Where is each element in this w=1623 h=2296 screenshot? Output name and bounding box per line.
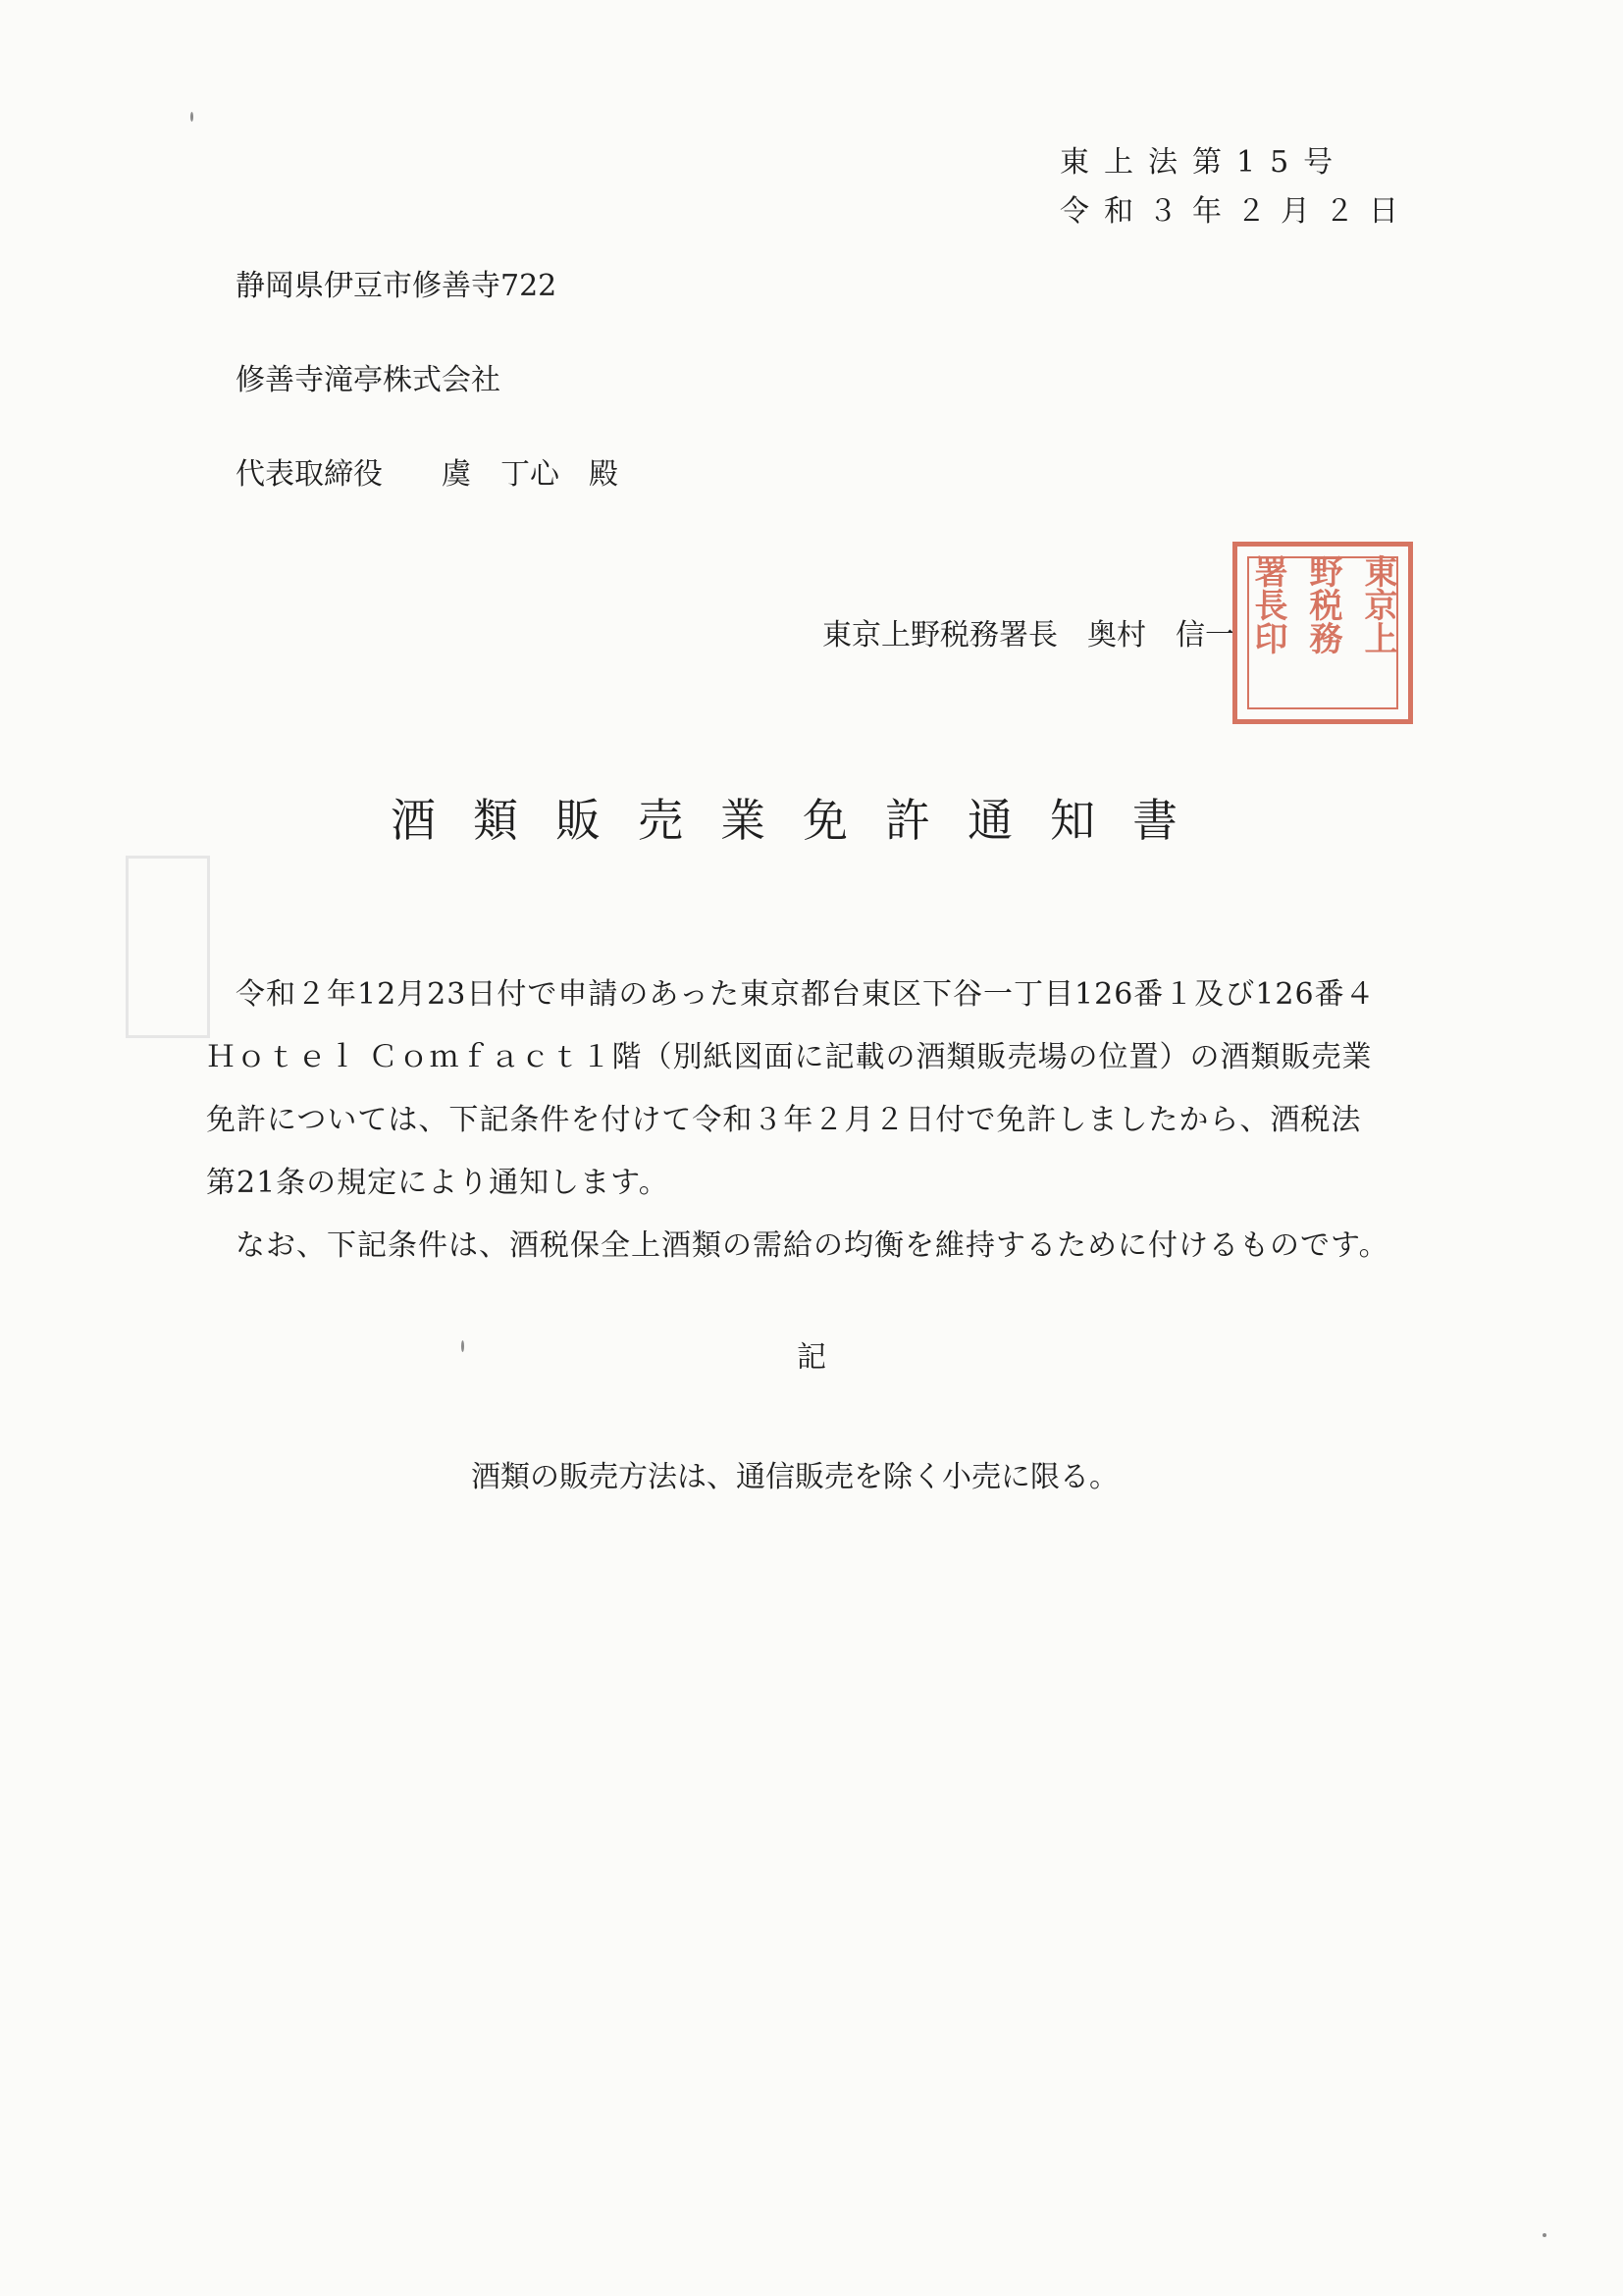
recipient-representative: 代表取締役 虞 丁心 殿: [236, 457, 618, 492]
official-seal: [1232, 542, 1413, 724]
body-line-3: 免許については、下記条件を付けて令和３年２月２日付で免許しましたから、酒税法: [206, 1103, 1362, 1137]
document-date: 令和３年２月２日: [1060, 194, 1413, 229]
body-line-2: Ｈｏｔｅｌ Ｃｏｍｆａｃｔ１階（別紙図面に記載の酒類販売場の位置）の酒類販売業: [206, 1040, 1373, 1074]
recipient-company: 修善寺滝亭株式会社: [236, 363, 500, 397]
document-number: 東上法第15号: [1060, 145, 1348, 180]
body-line-5: なお、下記条件は、酒税保全上酒類の需給の均衡を維持するために付けるものです。: [236, 1228, 1389, 1263]
license-condition: 酒類の販売方法は、通信販売を除く小売に限る。: [471, 1460, 1119, 1494]
sender-name: 東京上野税務署長 奥村 信一: [822, 618, 1234, 652]
scan-ghost-mark: [126, 856, 210, 1038]
body-line-4: 第21条の規定により通知します。: [206, 1166, 669, 1200]
ki-heading: 記: [797, 1340, 826, 1375]
seal-column-3: 署長印: [1248, 554, 1287, 654]
scan-speck: [461, 1340, 464, 1352]
seal-column-1: 東京上: [1358, 554, 1397, 654]
scan-speck: [1543, 2233, 1546, 2237]
seal-column-2: 野税務: [1303, 554, 1342, 654]
body-line-1: 令和２年12月23日付で申請のあった東京都台東区下谷一丁目126番１及び126番４: [236, 977, 1376, 1012]
scan-speck: [190, 112, 193, 122]
recipient-address: 静岡県伊豆市修善寺722: [236, 269, 557, 303]
document-title: 酒類販売業免許通知書: [391, 794, 1215, 847]
